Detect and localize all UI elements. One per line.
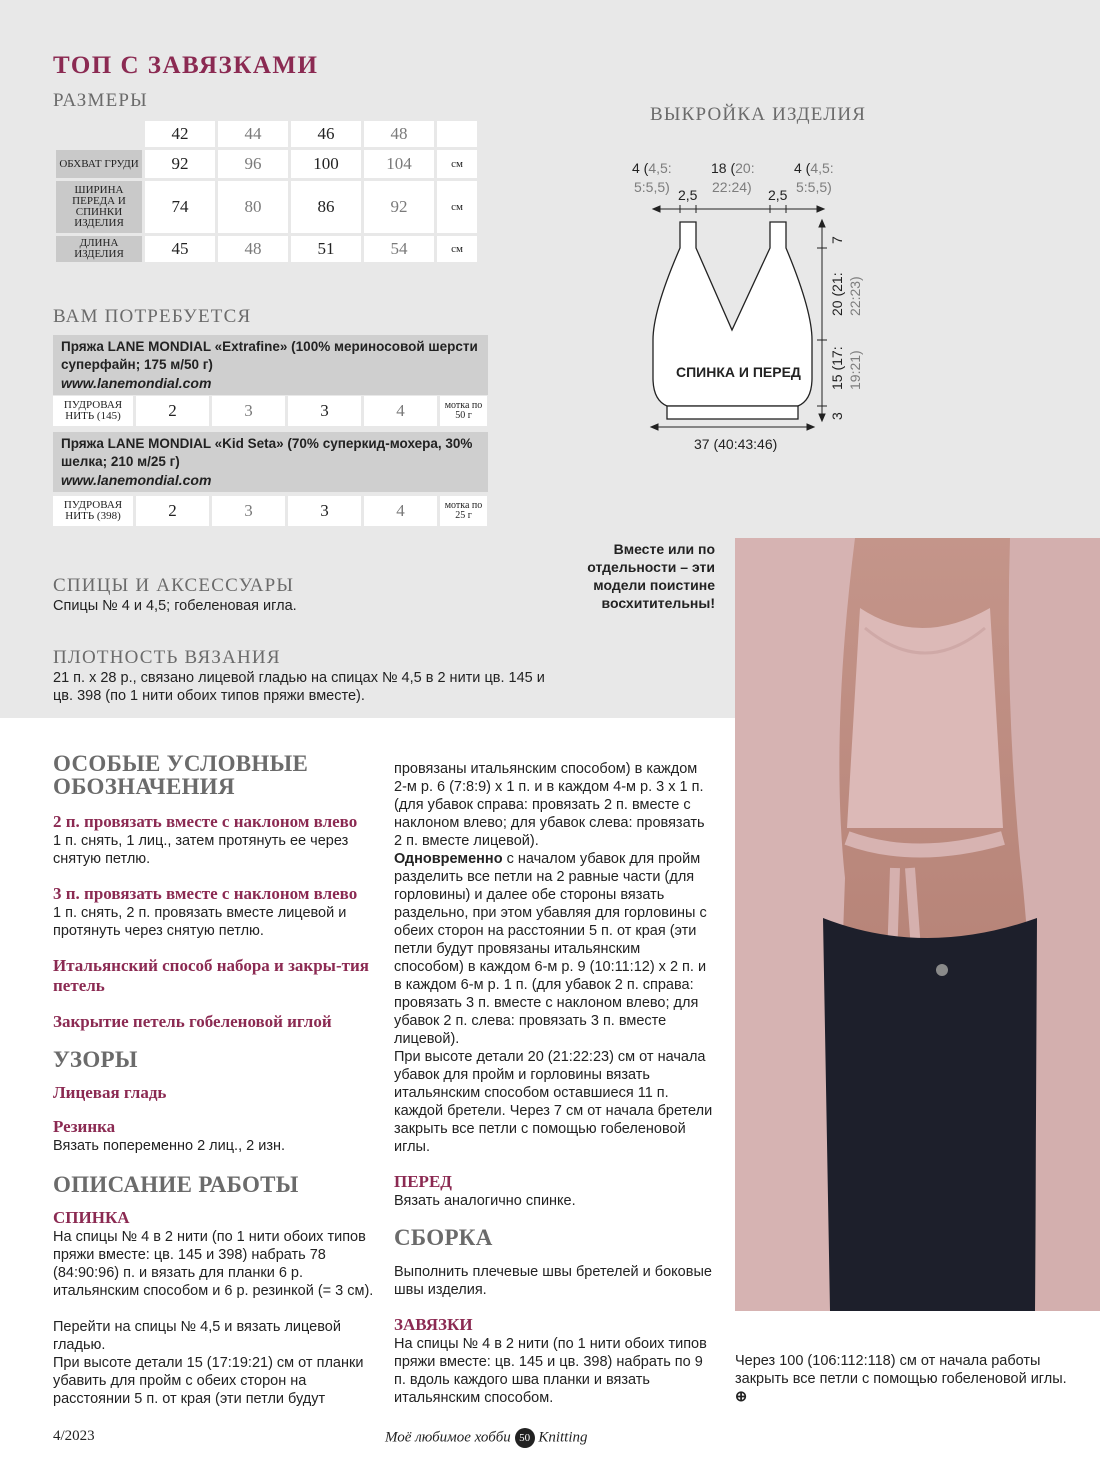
col3-text: Через 100 (106:112:118) см от начала работы закрыть все петли с помощью гобеленовой иглы. [735, 1353, 1067, 1387]
special-1-text: 1 п. снять, 1 лиц., затем протянуть ее через снятую петлю. [53, 833, 349, 867]
table-cell: 104 [364, 150, 434, 178]
dim-center-bottom: 22:24) [712, 179, 752, 195]
special-4-title: Закрытие петель гобеленовой иглой [53, 1012, 332, 1031]
arrow-icon [819, 414, 825, 421]
gauge-heading: ПЛОТНОСТЬ ВЯЗАНИЯ [53, 647, 281, 668]
page-title: ТОП С ЗАВЯЗКАМИ [53, 52, 319, 79]
page-number-badge: 50 [515, 1428, 535, 1448]
table-cell: 2 [136, 396, 209, 426]
special-heading: ОСОБЫЕ УСЛОВНЫЕ ОБОЗНАЧЕНИЯ [53, 751, 309, 799]
table-cell: 48 [218, 236, 288, 262]
yarn1-table [50, 393, 490, 429]
arrow-icon [819, 220, 825, 227]
pattern-2-text: Вязать попеременно 2 лиц., 2 изн. [53, 1138, 285, 1154]
table-cell: 4 [364, 496, 437, 526]
ties-text: На спицы № 4 в 2 нити (по 1 нити обоих типов пряжи вместе: цв. 145 и цв. 398) набрать по 9 п. вдоль каждого шва планки и вязать итальянским способом. [394, 1336, 707, 1406]
unit-cell: см [437, 150, 477, 178]
back-paragraph-1: На спицы № 4 в 2 нити (по 1 нити обоих типов пряжи вместе: цв. 145 и 398) набрать 78 (84:90:96) п. и вязать для планки 6 р. итальянским способом и 6 р. резинкой (= 3 см). [53, 1229, 374, 1299]
table-cell: 74 [145, 181, 215, 233]
footer-magazine [385, 1428, 588, 1448]
dim-v3b: 19:21) [847, 350, 863, 390]
size-cell: 42 [145, 121, 215, 147]
back-title: СПИНКА [53, 1208, 130, 1227]
size-cell: 48 [364, 121, 434, 147]
table-cell: 86 [291, 181, 361, 233]
yarn1-description [53, 335, 488, 395]
special-2-text: 1 п. снять, 2 п. провязать вместе лицевой и протянуть через снятую петлю. [53, 905, 347, 939]
yarn1-desc-text: Пряжа LANE MONDIAL «Extrafine» (100% мериносовой шерсти суперфайн; 175 м/50 г) [61, 339, 478, 372]
dim-left-top: 4 (4,5: [632, 160, 672, 176]
dim-center-top: 18 (20: [711, 160, 755, 176]
front-text: Вязать аналогично спинке. [394, 1193, 576, 1209]
assembly-heading: СБОРКА [394, 1225, 493, 1250]
col2-paragraph-3: При высоте детали 20 (21:22:23) см от начала убавок для пройм и горловины вязать итальянским способом оставшиеся 11 п. каждой бретели. Через 7 см от начала бретели закрыть все петли с помощью гобеленовой иглы. [394, 1049, 713, 1155]
yarn-color-label: ПУДРОВАЯ НИТЬ (398) [53, 496, 133, 526]
materials-heading: ВАМ ПОТРЕБУЕТСЯ [53, 306, 252, 327]
dim-v1: 7 [829, 236, 845, 244]
special-2-title: 3 п. провязать вместе с наклоном влево [53, 884, 358, 903]
needles-heading: СПИЦЫ И АКСЕССУАРЫ [53, 575, 295, 596]
dim-left-bottom: 5:5,5) [634, 179, 670, 195]
brand-name: Knitting [538, 1429, 588, 1446]
unit-cell: мотка по 25 г [440, 496, 487, 526]
photo-illustration [735, 538, 1100, 1311]
table-cell: 96 [218, 150, 288, 178]
table-cell: 54 [364, 236, 434, 262]
needles-text: Спицы № 4 и 4,5; гобеленовая игла. [53, 598, 297, 614]
pattern-1-title: Лицевая гладь [53, 1083, 167, 1102]
unit-cell: см [437, 181, 477, 233]
table-cell: 51 [291, 236, 361, 262]
dim-v4: 3 [829, 412, 845, 420]
table-cell: 4 [364, 396, 437, 426]
special-1-title: 2 п. провязать вместе с наклоном влево [53, 812, 358, 831]
pattern-2-title: Резинка [53, 1117, 116, 1136]
dim-right-top: 4 (4,5: [794, 160, 834, 176]
dim-v2: 20 (21: [829, 272, 845, 316]
dim-strap-right: 2,5 [768, 187, 788, 203]
ties-title: ЗАВЯЗКИ [394, 1315, 473, 1334]
patterns-heading: УЗОРЫ [53, 1047, 138, 1072]
table-cell: 92 [145, 150, 215, 178]
yarn-color-label: ПУДРОВАЯ НИТЬ (145) [53, 396, 133, 426]
arrow-icon [807, 424, 814, 430]
assembly-text: Выполнить плечевые швы бретелей и боковые швы изделия. [394, 1264, 712, 1298]
table-cell: 2 [136, 496, 209, 526]
arrow-icon [817, 206, 824, 212]
back-paragraph-3: При высоте детали 15 (17:19:21) см от планки убавить для пройм с обеих сторон на расстоянии 5 п. от края (эти петли будут [53, 1355, 364, 1407]
work-heading: ОПИСАНИЕ РАБОТЫ [53, 1172, 299, 1197]
magazine-name: Моё любимое хобби [385, 1429, 511, 1446]
table-cell: 45 [145, 236, 215, 262]
row-label: ДЛИНА ИЗДЕЛИЯ [56, 236, 142, 262]
yarn1-url: www.lanemondial.com [61, 375, 212, 391]
yarn2-description [53, 432, 488, 492]
size-cell: 46 [291, 121, 361, 147]
arrow-icon [653, 206, 660, 212]
col2-bold-lead: Одновременно [394, 851, 503, 867]
row-label: ШИРИНА ПЕРЕДА И СПИНКИ ИЗДЕЛИЯ [56, 181, 142, 233]
garment-band [667, 406, 798, 419]
gauge-text: 21 п. х 28 р., связано лицевой гладью на спицах № 4,5 в 2 нити цв. 145 и цв. 398 (по 1 нити обоих типов пряжи вместе). [53, 670, 545, 704]
column-2 [394, 760, 714, 1407]
front-title: ПЕРЕД [394, 1172, 452, 1191]
pattern-heading: ВЫКРОЙКА ИЗДЕЛИЯ [650, 104, 867, 125]
unit-cell: мотка по 50 г [440, 396, 487, 426]
unit-cell: см [437, 236, 477, 262]
table-cell: 3 [212, 396, 285, 426]
arrow-icon [651, 424, 658, 430]
col2-paragraph-2-text: с началом убавок для пройм разделить все петли на 2 равные части (для горловины) и далее обе стороны вязать раздельно, при этом убавляя для горловины с обеих сторон на расстоянии 5 п. от края (эти петли будут провязаны итальянским способом) в каждом 6-м р. 9 (10:11:12) х 2 п. и в каждом 6-м р. 1 п. (для убавок 2 п. справа: провязать 3 п. вместе с наклоном влево; для убавок 2 п. слева: провязать 3 п. вместе лицевой). [394, 851, 707, 1047]
table-cell: 3 [288, 496, 361, 526]
table-cell: 92 [364, 181, 434, 233]
yarn2-desc-text: Пряжа LANE MONDIAL «Kid Seta» (70% суперкид-мохера, 30% шелка; 210 м/25 г) [61, 436, 473, 469]
end-icon: ⊕ [735, 1389, 748, 1405]
table-cell: 3 [212, 496, 285, 526]
special-3-title: Итальянский способ набора и закры-тия петель [53, 956, 369, 995]
yarn2-url: www.lanemondial.com [61, 472, 212, 488]
dim-right-bottom: 5:5,5) [796, 179, 832, 195]
yarn2-table [50, 493, 490, 529]
column-1 [53, 752, 378, 1408]
sizes-heading: РАЗМЕРЫ [53, 90, 148, 111]
pattern-diagram [600, 150, 900, 470]
dim-bottom: 37 (40:43:46) [694, 436, 778, 452]
sizes-table [53, 118, 480, 265]
size-cell: 44 [218, 121, 288, 147]
model-photo [735, 538, 1100, 1311]
col2-paragraph-1: провязаны итальянским способом) в каждом 2-м р. 6 (7:8:9) х 1 п. и в каждом 4-м р. 3 х 1 п. (для убавок справа: провязать 2 п. вместе с наклоном влево; для убавок слева: провязать 2 п. вместе лицевой). [394, 761, 705, 849]
table-cell: 100 [291, 150, 361, 178]
table-cell: 80 [218, 181, 288, 233]
dim-strap-left: 2,5 [678, 187, 698, 203]
footer-issue: 4/2023 [53, 1428, 95, 1444]
photo-quote: Вместе или по отдельности – эти модели поистине восхитительны! [587, 541, 715, 611]
column-3 [735, 1352, 1075, 1406]
row-label: ОБХВАТ ГРУДИ [56, 150, 142, 178]
back-paragraph-2: Перейти на спицы № 4,5 и вязать лицевой гладью. [53, 1319, 341, 1353]
col2-paragraph-2 [394, 850, 714, 1048]
dim-v3: 15 (17: [829, 346, 845, 390]
dim-v2b: 22:23) [847, 276, 863, 316]
table-cell: 3 [288, 396, 361, 426]
pattern-piece-label: СПИНКА И ПЕРЕД [676, 364, 801, 380]
